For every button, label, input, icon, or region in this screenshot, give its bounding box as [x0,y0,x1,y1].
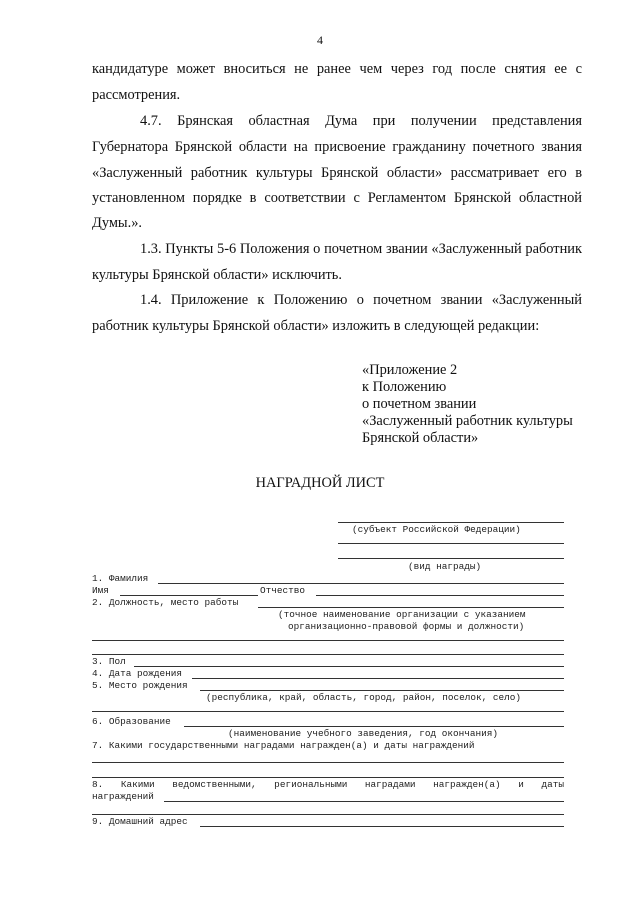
position-field-continuation [92,654,564,655]
sex-label: 3. Пол [92,656,126,667]
body-line: «Заслуженный работник культуры Брянской области» рассматривает его в [92,165,582,181]
subject-field-line [338,522,564,523]
appendix-line: о почетном звании [362,396,477,412]
body-line: 1.3. Пункты 5-6 Положения о почетном звании «Заслуженный работник [140,241,582,257]
sex-field [134,666,564,667]
birthplace-field-continuation [92,711,564,712]
education-label: 6. Образование [92,716,171,727]
body-line: культуры Брянской области» исключить. [92,267,342,283]
patronymic-label: Отчество [260,585,306,596]
dept-awards-field [164,801,564,802]
position-label: 2. Должность, место работы [92,597,239,608]
surname-label: 1. Фамилия [92,573,149,584]
body-line: Думы.». [92,215,142,231]
dept-awards-field [92,814,564,815]
position-caption: организационно-правовой формы и должности) [288,621,525,632]
appendix-line: Брянской области» [362,430,479,446]
appendix-line: «Приложение 2 [362,362,458,378]
education-field [184,726,564,727]
state-awards-field [92,777,564,778]
birthplace-field [200,690,564,691]
education-caption: (наименование учебного заведения, год окончания) [228,728,499,739]
surname-field [158,583,564,584]
dept-awards-label: 8. Какими ведомственными, региональными наградами награжден(а) и даты [92,779,564,790]
body-line: Губернатора Брянской области на присвоение гражданину почетного звания [92,139,582,155]
birthplace-caption: (республика, край, область, город, район, поселок, село) [206,692,522,703]
birthdate-field [192,678,564,679]
appendix-line: к Положению [362,379,447,395]
name-field [120,595,258,596]
body-line: рассмотрения. [92,87,181,103]
body-line: кандидатуре может вноситься не ранее чем через год после снятия ее с [92,61,582,77]
position-caption: (точное наименование организации с указанием [278,609,526,620]
state-awards-label: 7. Какими государственными наградами награжден(а) и даты награждений [92,740,475,751]
body-line: работник культуры Брянской области» изложить в следующей редакции: [92,318,540,334]
birthdate-label: 4. Дата рождения [92,668,183,679]
form-title: НАГРАДНОЙ ЛИСТ [255,475,385,491]
address-label: 9. Домашний адрес [92,816,188,827]
appendix-line: «Заслуженный работник культуры [362,413,573,429]
position-field [258,607,564,608]
patronymic-field [316,595,564,596]
award-field-line [338,543,564,544]
position-field-continuation [92,640,564,641]
subject-caption: (субъект Российской Федерации) [352,524,521,535]
name-label: Имя [92,585,109,596]
address-field [200,826,564,827]
body-line: 4.7. Брянская областная Дума при получении представления [140,113,582,129]
body-line: 1.4. Приложение к Положению о почетном звании «Заслуженный [140,292,582,308]
page-number: 4 [317,33,323,47]
award-field-line [338,558,564,559]
award-caption: (вид награды) [408,561,482,572]
state-awards-field [92,762,564,763]
birthplace-label: 5. Место рождения [92,680,188,691]
body-line: установленном порядке в соответствии с Регламентом Брянской областной [92,190,582,206]
dept-awards-label: награждений [92,791,154,802]
